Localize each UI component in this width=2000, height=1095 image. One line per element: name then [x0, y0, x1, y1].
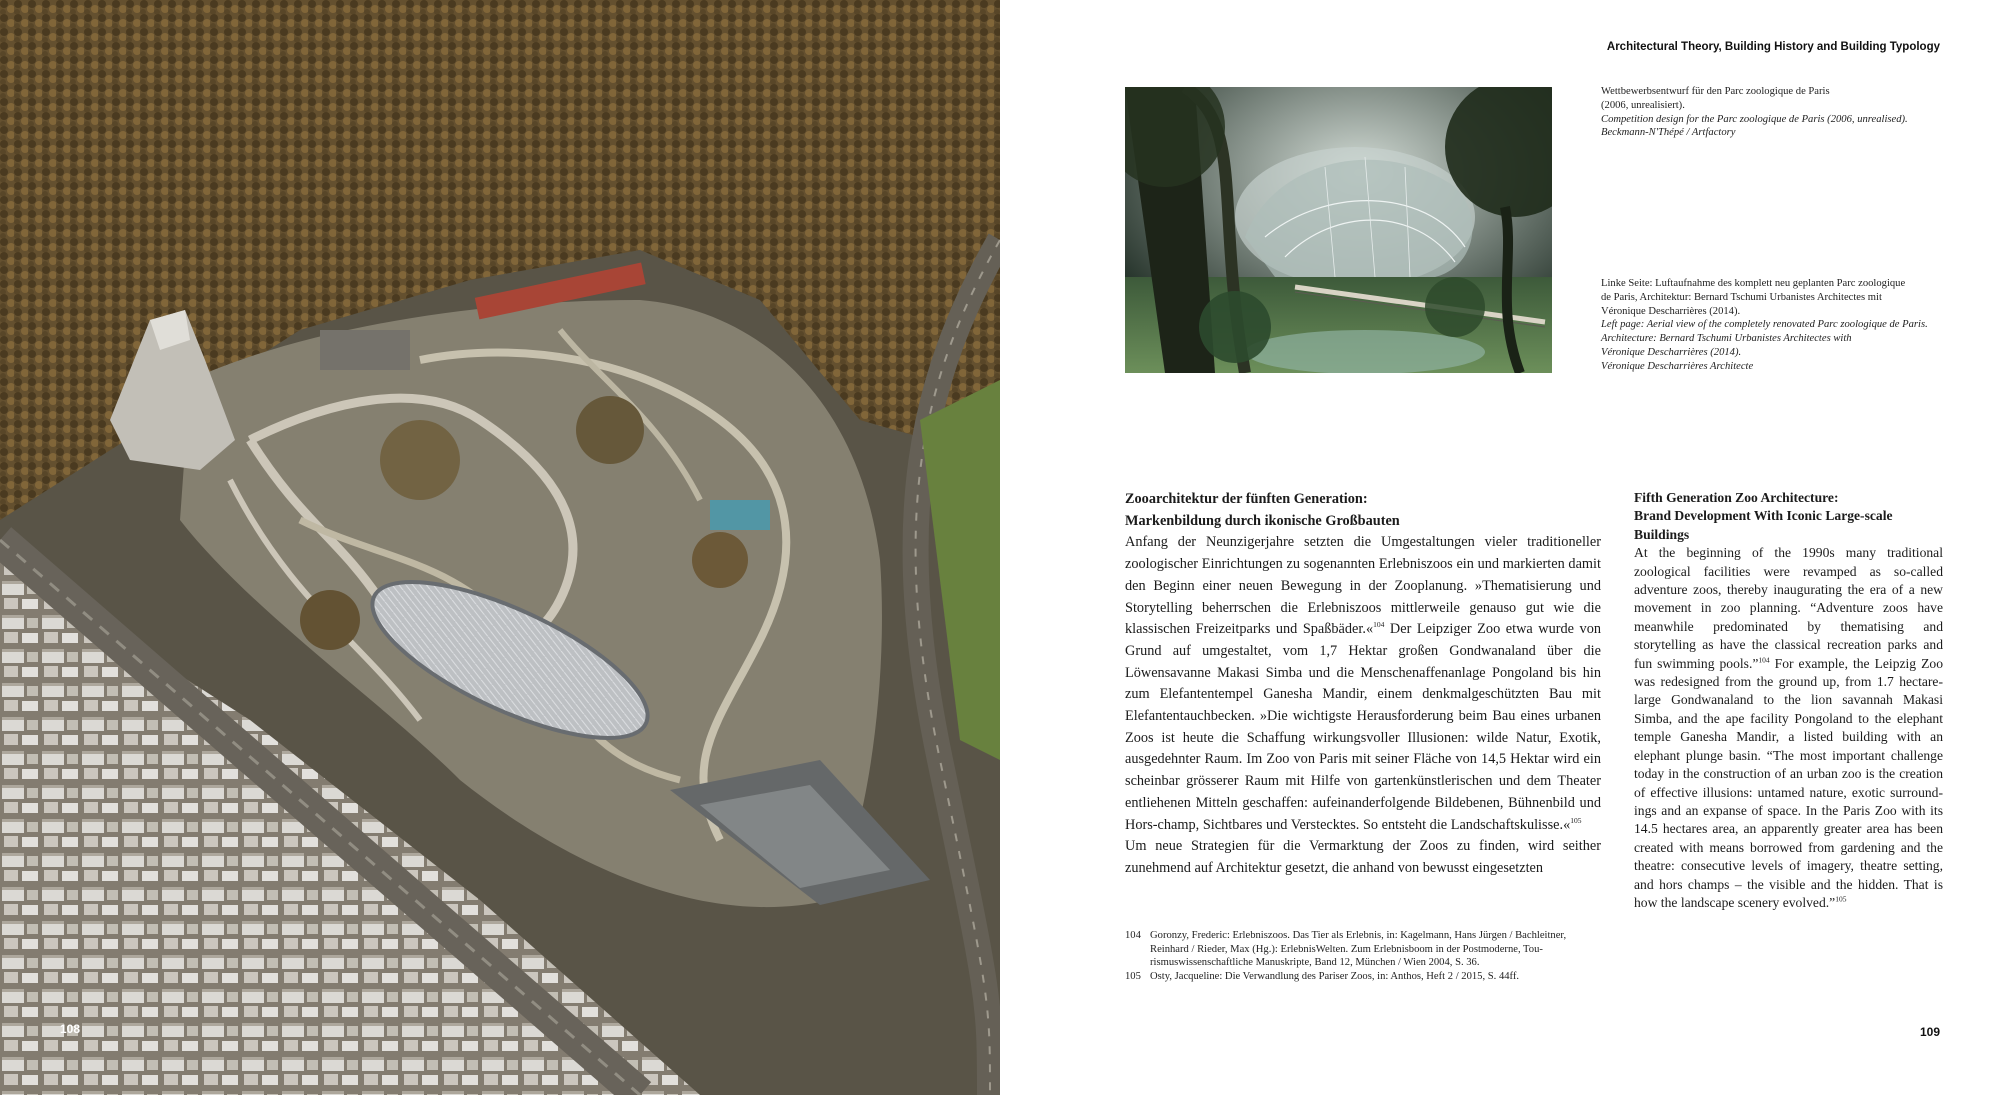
- running-head: Architectural Theory, Building History and Building Typology: [1606, 41, 1940, 53]
- caption-competition-design: [1601, 85, 1946, 140]
- german-heading: [1125, 489, 1601, 532]
- caption-en-line: Left page: Aerial view of the completely renovated Parc zoologique de Paris.: [1601, 319, 1928, 331]
- caption-de-line: de Paris, Architektur: Bernard Tschumi Urbanistes Architectes mit: [1601, 291, 1882, 303]
- german-paragraph-2: Um neue Strategien für die Vermarktung der Zoos zu finden, wird seither zunehmend auf Architektur gesetzt, die anhand von bewusst eingesetzten: [1125, 838, 1601, 876]
- footnote-item: [1125, 970, 1603, 984]
- caption-en-line: Competition design for the Parc zoologique de Paris (2006, unrealised).: [1601, 113, 1908, 125]
- page-number-left: 108: [60, 1022, 81, 1036]
- caption-credit: Beckmann-N'Thépé / Artfactory: [1601, 127, 1736, 139]
- footnote-ref: 104: [1758, 655, 1770, 665]
- german-text: Anfang der Neunzigerjahre setzten die Umgestaltungen vieler traditioneller zoologischer Einrichtungen zu sogenannten Erlebniszoos ein und markierten damit den Beginn einer neuen Bewegung in der Zooplanung. »Thematisierung und Storytelling beherrschen die Erlebniszoos mittlerweile genauso gut wie die klassischen Freizeitparks und Spaßbäder.«: [1125, 534, 1601, 638]
- footnote-ref: 104: [1373, 620, 1385, 630]
- english-heading-line1: Fifth Generation Zoo Architecture:: [1634, 490, 1839, 505]
- english-heading: [1634, 489, 1943, 544]
- german-paragraph-1: [1125, 532, 1601, 836]
- caption-de-line: (2006, unrealisiert).: [1601, 99, 1685, 111]
- german-text: Der Leipziger Zoo etwa wurde von Grund auf umgestaltet, vom 1,7 Hektar großen Gondwanaland über die Löwensavanne Makasi Simba und die Menschenaffenanlage Pongoland bis hin zum Elefantentempel Ganesha Mandir, einem denkmalgeschützten Bau mit Elefantentauchbecken. »Die wichtigste Herausforderung beim Bau eines urbanen Zoos ist heute die Schaffung wirkungsvoller Illusionen: wilde Natur, Exotik, ausgedehnter Raum. Im Zoo von Paris mit seiner Fläche von 14,5 Hektar wird ein scheinbar grösserer Raum mit Hilfe von gartenkünstlerischen und dem Theater entliehenen Mitteln geschaffen: aufeinanderfolgende Bildebenen, Bühnenbild und Hors-champ, Sichtbares und Verstecktes. So entsteht die Landschaftskulisse.«: [1125, 621, 1602, 833]
- caption-left-page: [1601, 277, 1946, 374]
- caption-en-line: Véronique Descharrières (2014).: [1601, 346, 1742, 358]
- footnote-ref: 105: [1835, 894, 1847, 904]
- english-heading-line2: Brand Development With Iconic Large-scale Buildings: [1634, 508, 1893, 542]
- german-heading-line1: Zooarchitektur der fünften Generation:: [1125, 491, 1368, 507]
- footnotes: [1125, 929, 1603, 983]
- footnote-ref: 105: [1570, 815, 1582, 825]
- footnote-text: Osty, Jacqueline: Die Verwandlung des Pariser Zoos, in: Anthos, Heft 2 / 2015, S. 44ff.: [1150, 970, 1520, 982]
- english-column: [1634, 489, 1943, 912]
- footnote-text: Goronzy, Frederic: Erlebniszoos. Das Tier als Erlebnis, in: Kagelmann, Hans Jürgen / Bachleitner, Reinhard / Rieder, Max (Hg.): ErlebnisWelten. Zum Erlebnisboom in der Postmoderne, Tourismuswissenschaftliche Manuskripte, Band 12, München / Wien 2004, S. 36.: [1150, 930, 1567, 969]
- footnote-item: [1125, 929, 1603, 970]
- english-paragraph-1: [1634, 544, 1943, 912]
- german-column: [1125, 489, 1601, 880]
- competition-render-image: [1125, 87, 1552, 373]
- english-text: For example, the Leipzig Zoo was redesigned from the ground up, from 1.7 hectare-large Gondwanaland to the lion savannah Makasi Simba, and the ape facility Pongoland to the elephant temple Ganesha Mandir, a listed building with an elephant plunge basin. “The most important challenge today in the construction of an urban zoo is the creation of effective illusions: untamed nature, exotic surroundings and an expanse of space. In the Paris Zoo with its 14.5 hectares area, an apparently greater area has been created with means borrowed from gardening and the theatre: consecutive levels of imagery, theatre setting, and hors champs – the visible and the hidden. That is how the landscape scenery evolved.”: [1634, 655, 1943, 910]
- german-heading-line2: Markenbildung durch ikonische Großbauten: [1125, 512, 1400, 529]
- footnote-number: 104: [1125, 930, 1141, 941]
- caption-de-line: Wettbewerbsentwurf für den Parc zoologique de Paris: [1601, 86, 1830, 97]
- footnote-number: 105: [1125, 970, 1141, 982]
- caption-en-line: Architecture: Bernard Tschumi Urbanistes Architectes with: [1601, 333, 1852, 345]
- caption-en-line: Véronique Descharrières Architecte: [1601, 360, 1754, 372]
- caption-de-line: Linke Seite: Luftaufnahme des komplett neu geplanten Parc zoologique: [1601, 278, 1906, 289]
- caption-de-line: Véronique Descharrières (2014).: [1601, 305, 1741, 317]
- page-number-right: 109: [1919, 1025, 1940, 1039]
- english-text: At the beginning of the 1990s many traditional zoological facilities were revamped as so-called adventure zoos, thereby inaugurating the era of a new movement in zoo planning. “Adventure zoos have meanwhile predominated by thematising and storytelling as have the classical recreation parks and fun swimming pools.”: [1634, 545, 1943, 671]
